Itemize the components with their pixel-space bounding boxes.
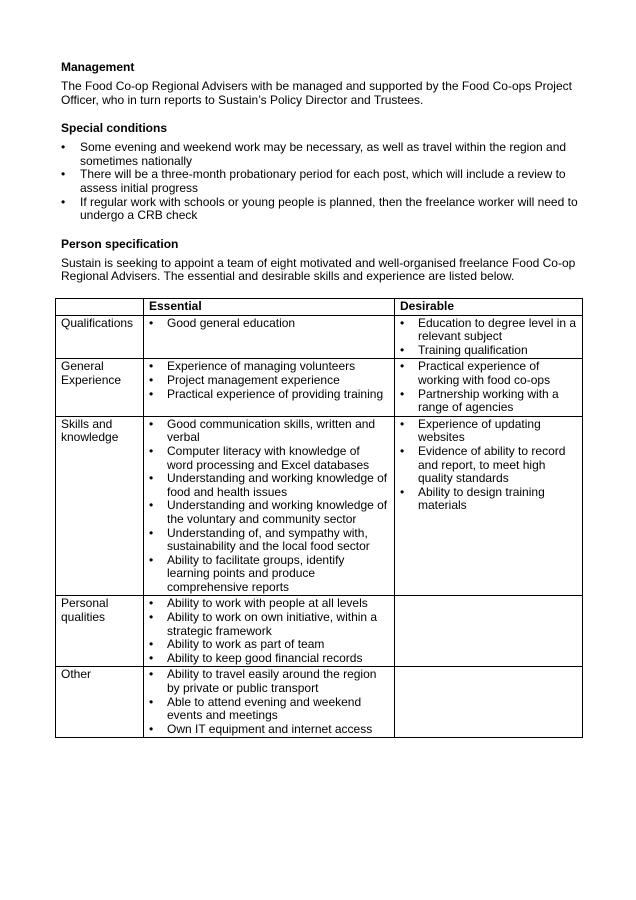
list-item: • Training qualification bbox=[400, 344, 577, 358]
document-body bbox=[61, 60, 581, 298]
list-item: • Some evening and weekend work may be necessary, as well as travel within the region and sometimes nationally bbox=[61, 141, 581, 168]
row-label: Qualifications bbox=[56, 315, 144, 359]
list-item: • Understanding and working knowledge of the voluntary and community sector bbox=[149, 499, 389, 526]
table-row bbox=[56, 416, 583, 596]
table-row bbox=[56, 667, 583, 738]
essential-cell bbox=[144, 315, 395, 359]
table-header-row bbox=[56, 299, 583, 316]
essential-list bbox=[149, 418, 389, 595]
table-row bbox=[56, 359, 583, 416]
list-item: • There will be a three-month probationary period for each post, which will include a review to assess initial progress bbox=[61, 168, 581, 195]
essential-cell bbox=[144, 667, 395, 738]
list-item: • Ability to work with people at all levels bbox=[149, 597, 389, 611]
essential-cell bbox=[144, 596, 395, 667]
list-item: • Experience of managing volunteers bbox=[149, 360, 389, 374]
management-section bbox=[61, 60, 581, 107]
desirable-cell bbox=[395, 416, 583, 596]
list-item: • Ability to keep good financial records bbox=[149, 652, 389, 666]
list-item: • Able to attend evening and weekend events and meetings bbox=[149, 696, 389, 723]
row-label: Personal qualities bbox=[56, 596, 144, 667]
essential-list bbox=[149, 668, 389, 736]
essential-list bbox=[149, 317, 389, 331]
list-item: • Evidence of ability to record and report, to meet high quality standards bbox=[400, 445, 577, 486]
table-row bbox=[56, 596, 583, 667]
special-conditions-heading: Special conditions bbox=[61, 121, 168, 136]
person-spec-intro: Sustain is seeking to appoint a team of eight motivated and well-organised freelance Food Co-op Regional Advisers. The essential and desirable skills and experience are listed below. bbox=[61, 255, 576, 284]
list-item: • Ability to design training materials bbox=[400, 486, 577, 513]
list-item: • Good communication skills, written and verbal bbox=[149, 418, 389, 445]
header-empty-cell bbox=[56, 299, 144, 316]
row-label: Other bbox=[56, 667, 144, 738]
list-item: • Ability to work on own initiative, within a strategic framework bbox=[149, 611, 389, 638]
list-item: • Good general education bbox=[149, 317, 389, 331]
essential-list bbox=[149, 360, 389, 401]
desirable-list bbox=[400, 317, 577, 358]
person-spec-table bbox=[55, 298, 583, 738]
list-item: • Computer literacy with knowledge of word processing and Excel databases bbox=[149, 445, 389, 472]
management-heading: Management bbox=[61, 60, 135, 74]
desirable-list bbox=[400, 360, 577, 414]
management-text: The Food Co-op Regional Advisers with be managed and supported by the Food Co-ops Project Officer, who in turn reports to Sustain’s Policy Director and Trustees. bbox=[61, 79, 572, 107]
person-spec-section bbox=[61, 237, 581, 284]
header-desirable: Desirable bbox=[395, 299, 583, 316]
desirable-list bbox=[400, 418, 577, 513]
list-item: • Understanding of, and sympathy with, sustainability and the local food sector bbox=[149, 527, 389, 554]
list-item: • Ability to work as part of team bbox=[149, 638, 389, 652]
special-conditions-list bbox=[61, 141, 581, 223]
list-item: • Ability to facilitate groups, identify learning points and produce comprehensive reports bbox=[149, 554, 389, 595]
list-item: • If regular work with schools or young people is planned, then the freelance worker will need to undergo a CRB check bbox=[61, 196, 581, 223]
table-row bbox=[56, 315, 583, 359]
list-item: • Partnership working with a range of agencies bbox=[400, 388, 577, 415]
desirable-cell bbox=[395, 315, 583, 359]
desirable-cell bbox=[395, 667, 583, 738]
essential-cell bbox=[144, 416, 395, 596]
row-label: General Experience bbox=[56, 359, 144, 416]
list-item: • Practical experience of providing training bbox=[149, 388, 389, 402]
desirable-cell bbox=[395, 596, 583, 667]
essential-cell bbox=[144, 359, 395, 416]
list-item: • Practical experience of working with food co-ops bbox=[400, 360, 577, 387]
person-spec-heading: Person specification bbox=[61, 236, 179, 251]
header-essential: Essential bbox=[144, 299, 395, 316]
essential-list bbox=[149, 597, 389, 665]
special-conditions-section bbox=[61, 121, 581, 223]
list-item: • Own IT equipment and internet access bbox=[149, 723, 389, 737]
row-label: Skills and knowledge bbox=[56, 416, 144, 596]
list-item: • Education to degree level in a relevant subject bbox=[400, 317, 577, 344]
list-item: • Understanding and working knowledge of food and health issues bbox=[149, 472, 389, 499]
list-item: • Experience of updating websites bbox=[400, 418, 577, 445]
list-item: • Project management experience bbox=[149, 374, 389, 388]
desirable-cell bbox=[395, 359, 583, 416]
list-item: • Ability to travel easily around the region by private or public transport bbox=[149, 668, 389, 695]
